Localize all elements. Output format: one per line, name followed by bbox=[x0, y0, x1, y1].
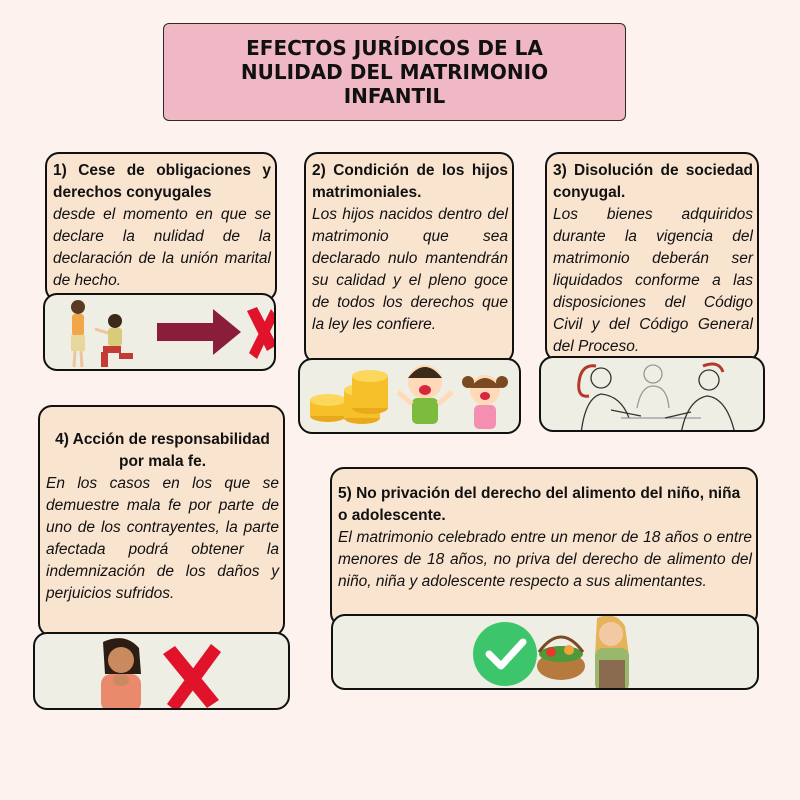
worried-woman-illustration bbox=[101, 638, 141, 710]
page-title: EFECTOS JURÍDICOS DE LA NULIDAD DEL MATRIMONIO INFANTIL bbox=[163, 23, 626, 121]
card-body: El matrimonio celebrado entre un menor de 18 años o entre menores de 18 años, no priva del derecho de alimento del niño, niña y adolescente respecto a sus alimentantes. bbox=[338, 529, 752, 590]
image-panel-1 bbox=[43, 293, 276, 371]
card-body: En los casos en los que se demuestre mala fe por parte de uno de los contrayentes, la parte afectada podrá obtener la indemnización de los daños y perjuicios sufridos. bbox=[46, 475, 279, 602]
card-no-privacion-alimento bbox=[330, 467, 758, 627]
check-icon bbox=[473, 622, 537, 686]
image-panel-4 bbox=[33, 632, 290, 710]
image-panel-5 bbox=[331, 614, 759, 690]
children-illustration bbox=[398, 365, 508, 429]
card-body: Los bienes adquiridos durante la vigencia del matrimonio deberán ser liquidados conforme a las disposiciones del Código Civil y del Código General del Proceso. bbox=[553, 206, 753, 355]
card-condicion-hijos bbox=[304, 152, 514, 364]
card-heading: 5) No privación del derecho del alimento del niño, niña o adolescente. bbox=[338, 485, 741, 524]
card-cese-obligaciones bbox=[45, 152, 277, 302]
woman-basket-illustration bbox=[537, 616, 629, 690]
card-accion-responsabilidad bbox=[38, 405, 285, 637]
proposal-illustration bbox=[71, 300, 133, 367]
coins-icon bbox=[310, 370, 388, 424]
card-heading: 2) Condición de los hijos matrimoniales. bbox=[312, 162, 508, 201]
card-heading: 1) Cese de obligaciones y derechos conyugales bbox=[53, 162, 271, 201]
card-heading: 3) Disolución de sociedad conyugal. bbox=[553, 162, 753, 201]
arrow-icon bbox=[157, 309, 241, 355]
cross-icon bbox=[247, 307, 276, 359]
cross-icon bbox=[163, 644, 221, 710]
card-disolucion-sociedad bbox=[545, 152, 759, 362]
card-body: Los hijos nacidos dentro del matrimonio que sea declarado nulo mantendrán su calidad y el pleno goce de todos los derechos que la ley les confiere. bbox=[312, 206, 508, 333]
image-panel-3 bbox=[539, 356, 765, 432]
card-heading: 4) Acción de responsabilidad por mala fe. bbox=[55, 431, 270, 470]
lawyer-meeting-illustration bbox=[579, 364, 735, 432]
image-panel-2 bbox=[298, 358, 521, 434]
card-body: desde el momento en que se declare la nulidad de la declaración de la unión marital de hecho. bbox=[53, 206, 271, 289]
